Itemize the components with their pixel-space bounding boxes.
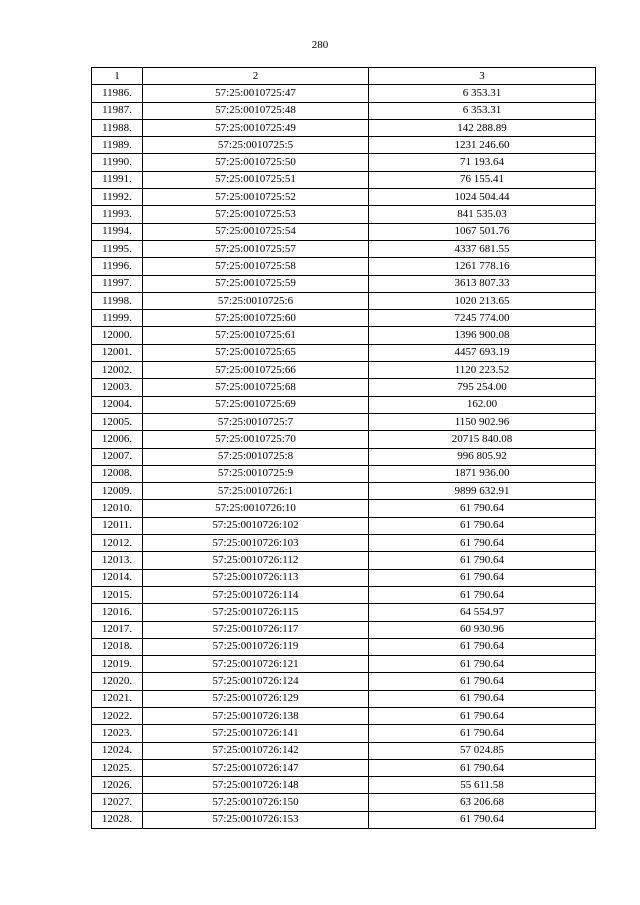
value-cell: 55 611.58: [369, 777, 596, 794]
row-number-cell: 11998.: [92, 292, 143, 309]
table-row: [92, 535, 596, 552]
value-cell: 7245 774.00: [369, 310, 596, 327]
cadastral-number-cell: 57:25:0010725:54: [143, 223, 369, 240]
value-cell: 61 790.64: [369, 552, 596, 569]
row-number-cell: 12004.: [92, 396, 143, 413]
table-body: [92, 85, 596, 829]
row-number-cell: 12024.: [92, 742, 143, 759]
value-cell: 61 790.64: [369, 656, 596, 673]
cadastral-number-cell: 57:25:0010725:50: [143, 154, 369, 171]
table-row: [92, 500, 596, 517]
value-cell: 1120 223.52: [369, 362, 596, 379]
table-row: [92, 154, 596, 171]
value-cell: 841 535.03: [369, 206, 596, 223]
row-number-cell: 12016.: [92, 604, 143, 621]
value-cell: 6 353.31: [369, 102, 596, 119]
table-row: [92, 794, 596, 811]
row-number-cell: 12007.: [92, 448, 143, 465]
row-number-cell: 11991.: [92, 171, 143, 188]
table-row: [92, 673, 596, 690]
table-row: [92, 189, 596, 206]
row-number-cell: 12010.: [92, 500, 143, 517]
table-row: [92, 362, 596, 379]
value-cell: 162.00: [369, 396, 596, 413]
table-row: [92, 759, 596, 776]
table-row: [92, 240, 596, 257]
row-number-cell: 12021.: [92, 690, 143, 707]
row-number-cell: 11987.: [92, 102, 143, 119]
table-row: [92, 465, 596, 482]
cadastral-number-cell: 57:25:0010725:53: [143, 206, 369, 223]
value-cell: 1020 213.65: [369, 292, 596, 309]
row-number-cell: 12003.: [92, 379, 143, 396]
row-number-cell: 12023.: [92, 725, 143, 742]
data-table: [91, 67, 596, 829]
table-row: [92, 85, 596, 102]
table-row: [92, 171, 596, 188]
value-cell: 3613 807.33: [369, 275, 596, 292]
table-row: [92, 258, 596, 275]
value-cell: 1024 504.44: [369, 189, 596, 206]
cadastral-number-cell: 57:25:0010725:59: [143, 275, 369, 292]
column-header: 3: [369, 68, 596, 85]
row-number-cell: 12013.: [92, 552, 143, 569]
cadastral-number-cell: 57:25:0010726:124: [143, 673, 369, 690]
row-number-cell: 12008.: [92, 465, 143, 482]
table-row: [92, 517, 596, 534]
value-cell: 996 805.92: [369, 448, 596, 465]
column-header: 2: [143, 68, 369, 85]
value-cell: 61 790.64: [369, 725, 596, 742]
cadastral-number-cell: 57:25:0010726:117: [143, 621, 369, 638]
cadastral-number-cell: 57:25:0010725:51: [143, 171, 369, 188]
row-number-cell: 12027.: [92, 794, 143, 811]
value-cell: 76 155.41: [369, 171, 596, 188]
cadastral-number-cell: 57:25:0010726:112: [143, 552, 369, 569]
table-row: [92, 552, 596, 569]
value-cell: 71 193.64: [369, 154, 596, 171]
value-cell: 61 790.64: [369, 811, 596, 828]
table-row: [92, 344, 596, 361]
table-row: [92, 292, 596, 309]
value-cell: 61 790.64: [369, 517, 596, 534]
row-number-cell: 11994.: [92, 223, 143, 240]
row-number-cell: 12022.: [92, 707, 143, 724]
value-cell: 1231 246.60: [369, 137, 596, 154]
table-row: [92, 137, 596, 154]
value-cell: 57 024.85: [369, 742, 596, 759]
cadastral-number-cell: 57:25:0010725:70: [143, 431, 369, 448]
table-header-row: [92, 68, 596, 85]
table-row: [92, 327, 596, 344]
cadastral-number-cell: 57:25:0010725:9: [143, 465, 369, 482]
cadastral-number-cell: 57:25:0010725:5: [143, 137, 369, 154]
table-row: [92, 310, 596, 327]
row-number-cell: 12017.: [92, 621, 143, 638]
value-cell: 1871 936.00: [369, 465, 596, 482]
table-row: [92, 725, 596, 742]
value-cell: 1150 902.96: [369, 413, 596, 430]
value-cell: 61 790.64: [369, 500, 596, 517]
cadastral-number-cell: 57:25:0010725:8: [143, 448, 369, 465]
cadastral-number-cell: 57:25:0010726:103: [143, 535, 369, 552]
value-cell: 795 254.00: [369, 379, 596, 396]
row-number-cell: 12018.: [92, 638, 143, 655]
cadastral-number-cell: 57:25:0010726:153: [143, 811, 369, 828]
table-row: [92, 431, 596, 448]
table-row: [92, 396, 596, 413]
row-number-cell: 11996.: [92, 258, 143, 275]
table-row: [92, 604, 596, 621]
cadastral-number-cell: 57:25:0010725:69: [143, 396, 369, 413]
cadastral-number-cell: 57:25:0010725:47: [143, 85, 369, 102]
value-cell: 61 790.64: [369, 690, 596, 707]
cadastral-number-cell: 57:25:0010725:6: [143, 292, 369, 309]
table-row: [92, 742, 596, 759]
table-row: [92, 690, 596, 707]
row-number-cell: 12025.: [92, 759, 143, 776]
cadastral-number-cell: 57:25:0010726:150: [143, 794, 369, 811]
table-row: [92, 777, 596, 794]
row-number-cell: 12012.: [92, 535, 143, 552]
row-number-cell: 11989.: [92, 137, 143, 154]
row-number-cell: 12015.: [92, 586, 143, 603]
row-number-cell: 12000.: [92, 327, 143, 344]
cadastral-number-cell: 57:25:0010725:60: [143, 310, 369, 327]
value-cell: 64 554.97: [369, 604, 596, 621]
table-row: [92, 707, 596, 724]
value-cell: 9899 632.91: [369, 483, 596, 500]
value-cell: 4457 693.19: [369, 344, 596, 361]
row-number-cell: 11990.: [92, 154, 143, 171]
row-number-cell: 11992.: [92, 189, 143, 206]
cadastral-number-cell: 57:25:0010725:61: [143, 327, 369, 344]
cadastral-number-cell: 57:25:0010726:10: [143, 500, 369, 517]
row-number-cell: 12005.: [92, 413, 143, 430]
row-number-cell: 11999.: [92, 310, 143, 327]
cadastral-number-cell: 57:25:0010725:68: [143, 379, 369, 396]
value-cell: 61 790.64: [369, 759, 596, 776]
row-number-cell: 12009.: [92, 483, 143, 500]
table-row: [92, 206, 596, 223]
row-number-cell: 12011.: [92, 517, 143, 534]
value-cell: 61 790.64: [369, 569, 596, 586]
cadastral-number-cell: 57:25:0010725:66: [143, 362, 369, 379]
cadastral-number-cell: 57:25:0010726:147: [143, 759, 369, 776]
row-number-cell: 12002.: [92, 362, 143, 379]
table-row: [92, 638, 596, 655]
value-cell: 61 790.64: [369, 638, 596, 655]
value-cell: 142 288.89: [369, 119, 596, 136]
row-number-cell: 12026.: [92, 777, 143, 794]
table-row: [92, 275, 596, 292]
table-row: [92, 621, 596, 638]
cadastral-number-cell: 57:25:0010725:49: [143, 119, 369, 136]
row-number-cell: 12020.: [92, 673, 143, 690]
cadastral-number-cell: 57:25:0010726:114: [143, 586, 369, 603]
row-number-cell: 11988.: [92, 119, 143, 136]
row-number-cell: 12006.: [92, 431, 143, 448]
cadastral-number-cell: 57:25:0010725:52: [143, 189, 369, 206]
row-number-cell: 11995.: [92, 240, 143, 257]
table-row: [92, 483, 596, 500]
table-row: [92, 413, 596, 430]
row-number-cell: 12014.: [92, 569, 143, 586]
cadastral-number-cell: 57:25:0010725:48: [143, 102, 369, 119]
row-number-cell: 12019.: [92, 656, 143, 673]
column-header: 1: [92, 68, 143, 85]
row-number-cell: 12028.: [92, 811, 143, 828]
cadastral-number-cell: 57:25:0010726:129: [143, 690, 369, 707]
cadastral-number-cell: 57:25:0010726:113: [143, 569, 369, 586]
table-row: [92, 569, 596, 586]
value-cell: 63 206.68: [369, 794, 596, 811]
value-cell: 60 930.96: [369, 621, 596, 638]
cadastral-number-cell: 57:25:0010726:148: [143, 777, 369, 794]
cadastral-number-cell: 57:25:0010726:141: [143, 725, 369, 742]
value-cell: 61 790.64: [369, 707, 596, 724]
table-row: [92, 811, 596, 828]
value-cell: 61 790.64: [369, 673, 596, 690]
cadastral-number-cell: 57:25:0010726:1: [143, 483, 369, 500]
value-cell: 1396 900.08: [369, 327, 596, 344]
row-number-cell: 11997.: [92, 275, 143, 292]
cadastral-number-cell: 57:25:0010726:119: [143, 638, 369, 655]
row-number-cell: 11993.: [92, 206, 143, 223]
value-cell: 1261 778.16: [369, 258, 596, 275]
value-cell: 4337 681.55: [369, 240, 596, 257]
table-row: [92, 656, 596, 673]
table-row: [92, 379, 596, 396]
table-row: [92, 448, 596, 465]
value-cell: 61 790.64: [369, 535, 596, 552]
cadastral-number-cell: 57:25:0010726:121: [143, 656, 369, 673]
cadastral-number-cell: 57:25:0010725:58: [143, 258, 369, 275]
table-row: [92, 119, 596, 136]
cadastral-number-cell: 57:25:0010725:7: [143, 413, 369, 430]
value-cell: 6 353.31: [369, 85, 596, 102]
cadastral-number-cell: 57:25:0010726:102: [143, 517, 369, 534]
cadastral-number-cell: 57:25:0010725:65: [143, 344, 369, 361]
value-cell: 1067 501.76: [369, 223, 596, 240]
table-header: [92, 68, 596, 85]
row-number-cell: 12001.: [92, 344, 143, 361]
page-number: 280: [311, 39, 329, 51]
cadastral-number-cell: 57:25:0010726:142: [143, 742, 369, 759]
table-row: [92, 102, 596, 119]
table-row: [92, 586, 596, 603]
table-row: [92, 223, 596, 240]
value-cell: 61 790.64: [369, 586, 596, 603]
cadastral-number-cell: 57:25:0010726:115: [143, 604, 369, 621]
value-cell: 20715 840.08: [369, 431, 596, 448]
cadastral-number-cell: 57:25:0010725:57: [143, 240, 369, 257]
row-number-cell: 11986.: [92, 85, 143, 102]
cadastral-number-cell: 57:25:0010726:138: [143, 707, 369, 724]
